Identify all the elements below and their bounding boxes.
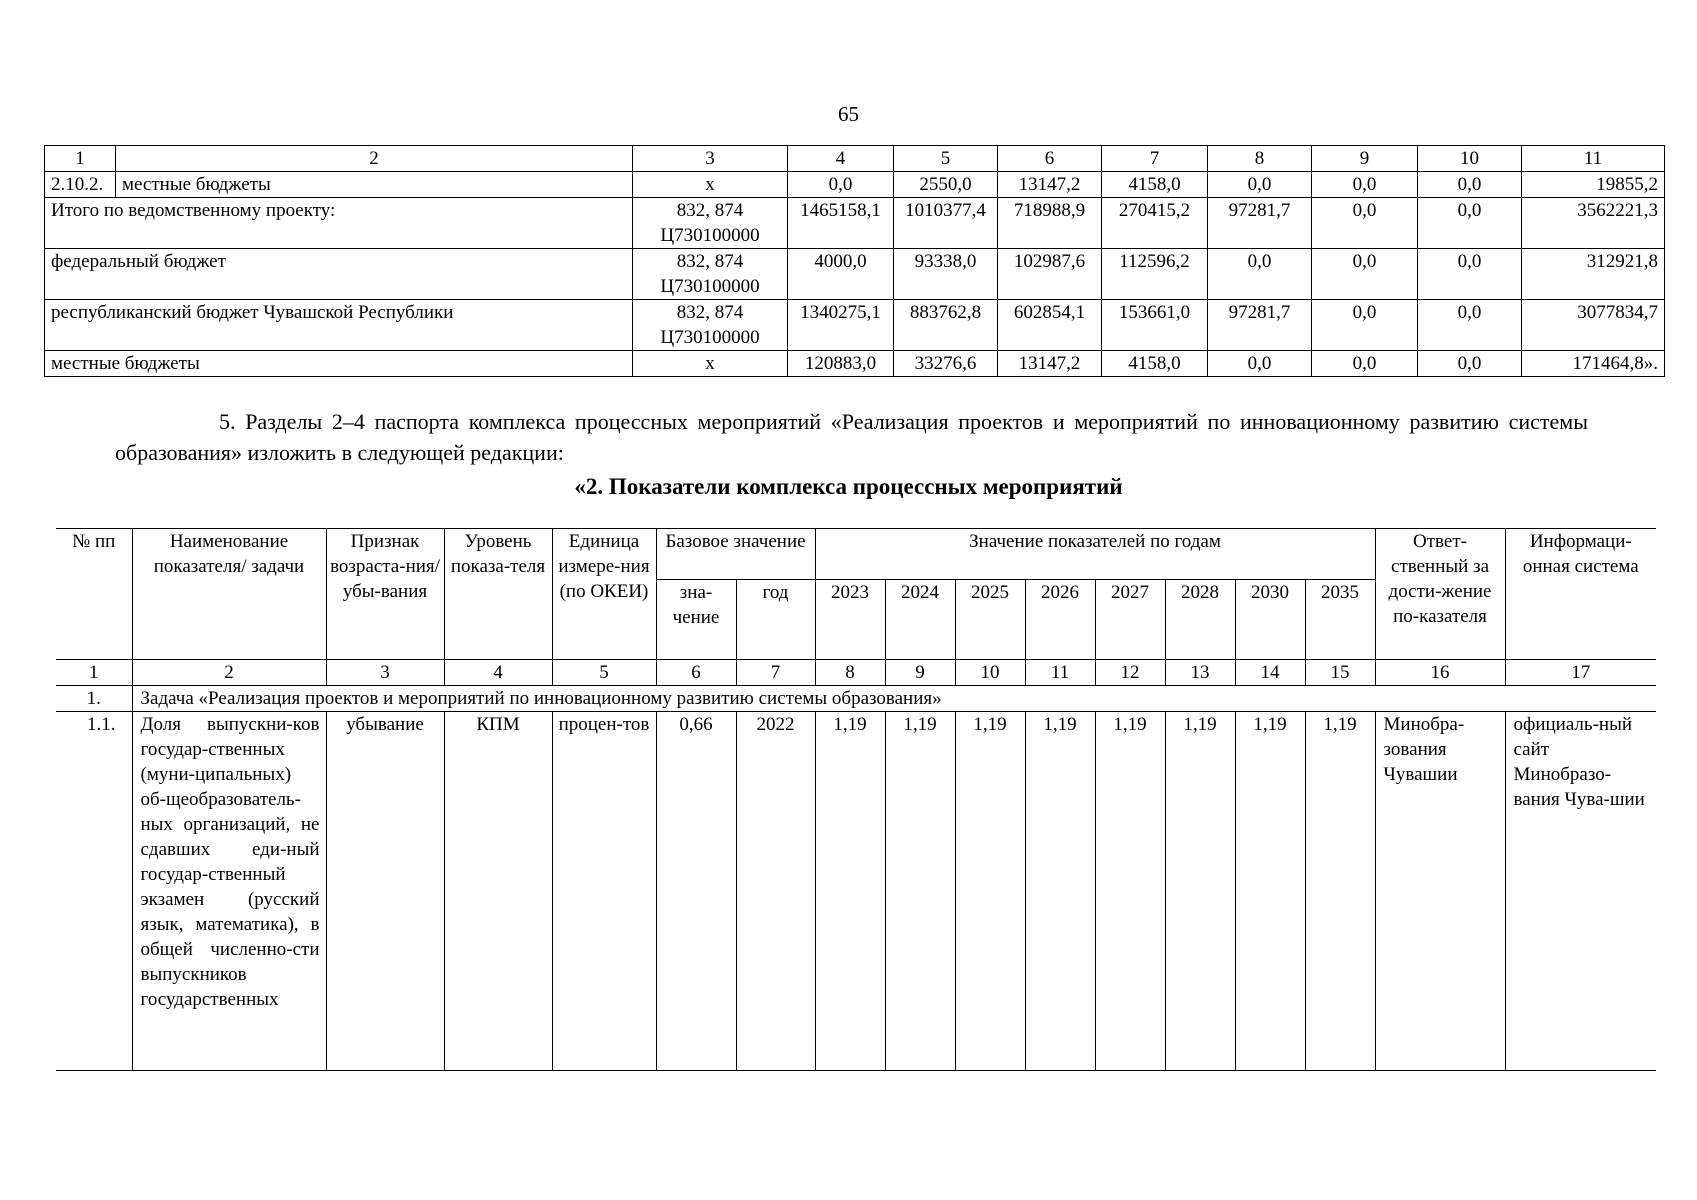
row-value: 4158,0 <box>1102 172 1208 198</box>
row-value: 718988,9 <box>998 198 1102 249</box>
budget-col-number: 5 <box>894 146 998 172</box>
table-row <box>45 351 1665 377</box>
header-year: 2035 <box>1305 580 1375 660</box>
column-number: 6 <box>656 660 736 686</box>
column-number: 16 <box>1375 660 1505 686</box>
row-value: 883762,8 <box>894 300 998 351</box>
column-number: 1 <box>56 660 132 686</box>
header-info-system: Информаци-онная система <box>1505 529 1656 660</box>
row-total: 3562221,3 <box>1522 198 1665 249</box>
indicator-info-system: официаль-ный сайт Минобразо-вания Чува-шии <box>1505 712 1656 1071</box>
header-year: 2030 <box>1235 580 1305 660</box>
table-row <box>56 712 1656 1071</box>
header-level: Уровень показа-теля <box>444 529 552 660</box>
task-number: 1. <box>56 686 132 712</box>
page-number: 65 <box>838 102 859 126</box>
row-value: 13147,2 <box>998 351 1102 377</box>
header-base: Базовое значение <box>656 529 815 580</box>
indicator-base-year: 2022 <box>736 712 815 1071</box>
column-number: 13 <box>1165 660 1235 686</box>
row-number: 2.10.2. <box>45 172 116 198</box>
task-row <box>56 686 1656 712</box>
row-value: 97281,7 <box>1208 198 1312 249</box>
column-number: 2 <box>132 660 326 686</box>
budget-table <box>44 145 1665 377</box>
budget-col-number: 3 <box>633 146 788 172</box>
table-row <box>45 198 1665 249</box>
row-code: 832, 874 Ц730100000 <box>633 249 788 300</box>
column-number: 15 <box>1305 660 1375 686</box>
column-number: 4 <box>444 660 552 686</box>
row-value: 0,0 <box>1418 198 1522 249</box>
header-year: 2026 <box>1025 580 1095 660</box>
row-value: 120883,0 <box>788 351 894 377</box>
indicator-unit: процен-тов <box>552 712 656 1071</box>
row-value: 4000,0 <box>788 249 894 300</box>
budget-col-number: 10 <box>1418 146 1522 172</box>
row-value: 153661,0 <box>1102 300 1208 351</box>
header-base-value: зна-чение <box>656 580 736 660</box>
budget-col-number: 6 <box>998 146 1102 172</box>
row-total: 171464,8». <box>1522 351 1665 377</box>
column-number: 9 <box>885 660 955 686</box>
indicator-value: 1,19 <box>815 712 885 1071</box>
row-total: 3077834,7 <box>1522 300 1665 351</box>
budget-header-row <box>45 146 1665 172</box>
row-name: Итого по ведомственному проекту: <box>45 198 633 249</box>
indicator-value: 1,19 <box>955 712 1025 1071</box>
indicator-base-value: 0,66 <box>656 712 736 1071</box>
header-year: 2028 <box>1165 580 1235 660</box>
indicator-value: 1,19 <box>1305 712 1375 1071</box>
column-number: 5 <box>552 660 656 686</box>
budget-col-number: 8 <box>1208 146 1312 172</box>
indicator-name: Доля выпускни-ков государ-ственных (муни-ципальных) об-щеобразователь-ных организаций, не сдавших еди-ный государ-ственный экзамен (русский язык, математика), в общей численно-сти выпускников государственных <box>132 712 326 1071</box>
row-value: 0,0 <box>1418 249 1522 300</box>
column-number: 14 <box>1235 660 1305 686</box>
row-value: 0,0 <box>1208 249 1312 300</box>
table-row <box>45 172 1665 198</box>
row-value: 0,0 <box>1312 351 1418 377</box>
indicator-level: КПМ <box>444 712 552 1071</box>
header-number: № пп <box>56 529 132 660</box>
indicator-value: 1,19 <box>1095 712 1165 1071</box>
budget-col-number: 4 <box>788 146 894 172</box>
row-value: 0,0 <box>1312 198 1418 249</box>
amendment-paragraph: 5. Разделы 2–4 паспорта комплекса процессных мероприятий «Реализация проектов и мероприятий по инновационному развитию системы образования» изложить в следующей редакции: <box>115 409 1588 465</box>
row-name: местные бюджеты <box>116 172 633 198</box>
row-value: 102987,6 <box>998 249 1102 300</box>
row-value: 0,0 <box>1312 300 1418 351</box>
indicator-number: 1.1. <box>56 712 132 1071</box>
row-value: 0,0 <box>1418 300 1522 351</box>
row-value: 2550,0 <box>894 172 998 198</box>
header-year: 2025 <box>955 580 1025 660</box>
row-code: 832, 874 Ц730100000 <box>633 300 788 351</box>
column-number: 8 <box>815 660 885 686</box>
column-number: 3 <box>326 660 444 686</box>
header-name: Наименование показателя/ задачи <box>132 529 326 660</box>
indicators-table <box>56 528 1656 1071</box>
row-name: местные бюджеты <box>45 351 633 377</box>
row-value: 0,0 <box>788 172 894 198</box>
header-base-year: год <box>736 580 815 660</box>
indicator-value: 1,19 <box>1025 712 1095 1071</box>
budget-col-number: 9 <box>1312 146 1418 172</box>
task-text: Задача «Реализация проектов и мероприятий по инновационному развитию системы образования» <box>132 686 1656 712</box>
row-code: 832, 874 Ц730100000 <box>633 198 788 249</box>
indicator-value: 1,19 <box>1235 712 1305 1071</box>
indicator-sign: убывание <box>326 712 444 1071</box>
table-row <box>45 249 1665 300</box>
row-value: 270415,2 <box>1102 198 1208 249</box>
row-value: 602854,1 <box>998 300 1102 351</box>
indicator-value: 1,19 <box>885 712 955 1071</box>
row-name: республиканский бюджет Чувашской Республики <box>45 300 633 351</box>
row-value: 13147,2 <box>998 172 1102 198</box>
row-value: 1010377,4 <box>894 198 998 249</box>
row-total: 312921,8 <box>1522 249 1665 300</box>
column-number: 12 <box>1095 660 1165 686</box>
column-numbers-row <box>56 660 1656 686</box>
row-value: 112596,2 <box>1102 249 1208 300</box>
indicators-header-row <box>56 529 1656 580</box>
row-total: 19855,2 <box>1522 172 1665 198</box>
row-value: 97281,7 <box>1208 300 1312 351</box>
row-value: 0,0 <box>1208 351 1312 377</box>
header-responsible: Ответ-ственный за дости-жение по-казателя <box>1375 529 1505 660</box>
row-name: федеральный бюджет <box>45 249 633 300</box>
budget-col-number: 2 <box>116 146 633 172</box>
header-year: 2024 <box>885 580 955 660</box>
row-value: 93338,0 <box>894 249 998 300</box>
column-number: 17 <box>1505 660 1656 686</box>
column-number: 7 <box>736 660 815 686</box>
indicator-value: 1,19 <box>1165 712 1235 1071</box>
row-code: х <box>633 351 788 377</box>
column-number: 10 <box>955 660 1025 686</box>
section-heading: «2. Показатели комплекса процессных мероприятий <box>574 474 1123 499</box>
row-value: 1340275,1 <box>788 300 894 351</box>
header-year: 2023 <box>815 580 885 660</box>
header-sign: Признак возраста-ния/убы-вания <box>326 529 444 660</box>
row-value: 1465158,1 <box>788 198 894 249</box>
row-code: х <box>633 172 788 198</box>
budget-col-number: 7 <box>1102 146 1208 172</box>
header-unit: Единица измере-ния (по ОКЕИ) <box>552 529 656 660</box>
row-value: 0,0 <box>1312 249 1418 300</box>
indicator-responsible: Минобра-зования Чувашии <box>1375 712 1505 1071</box>
header-year: 2027 <box>1095 580 1165 660</box>
table-row <box>45 300 1665 351</box>
header-years-group: Значение показателей по годам <box>815 529 1375 580</box>
column-number: 11 <box>1025 660 1095 686</box>
row-value: 33276,6 <box>894 351 998 377</box>
row-value: 0,0 <box>1312 172 1418 198</box>
row-value: 0,0 <box>1208 172 1312 198</box>
budget-col-number: 1 <box>45 146 116 172</box>
row-value: 0,0 <box>1418 351 1522 377</box>
budget-col-number: 11 <box>1522 146 1665 172</box>
row-value: 4158,0 <box>1102 351 1208 377</box>
row-value: 0,0 <box>1418 172 1522 198</box>
